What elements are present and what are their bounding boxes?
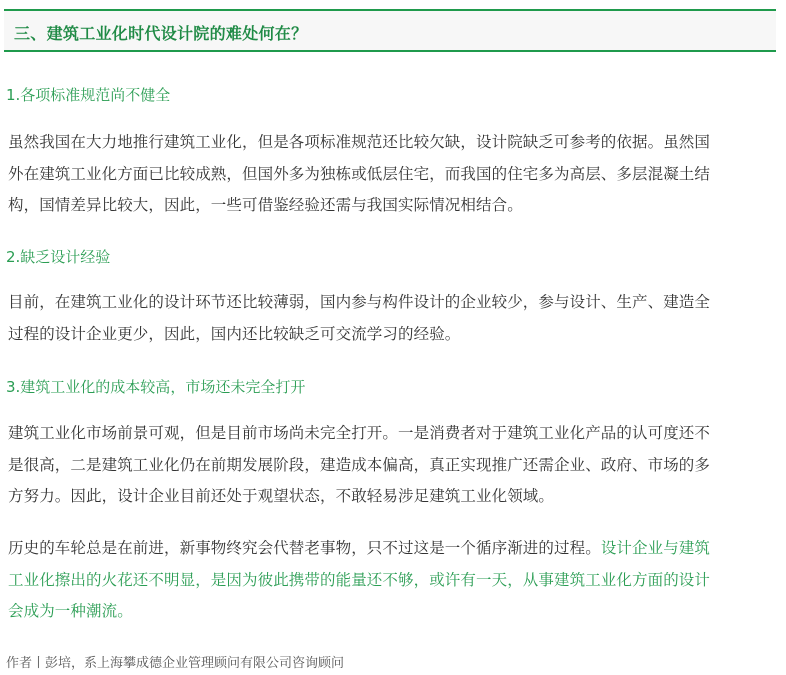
conclusion-line-2: 工业化擦出的火花还不明显，是因为彼此携带的能量还不够，或许有一天，从事建筑工业化方面的设计 xyxy=(8,570,711,589)
subheading-3: 3.建筑工业化的成本较高，市场还未完全打开 xyxy=(6,378,306,396)
paragraph-3-line-1: 建筑工业化市场前景可观，但是目前市场尚未完全打开。一是消费者对于建筑工业化产品的认可度还不 xyxy=(8,424,711,442)
conclusion-plain-text: 历史的车轮总是在前进，新事物终究会代替老事物，只不过这是一个循序渐进的过程。 xyxy=(8,539,601,557)
paragraph-1-line-3: 构，国情差异比较大，因此，一些可借鉴经验还需与我国实际情况相结合。 xyxy=(8,196,523,214)
paragraph-3-line-2: 是很高，二是建筑工业化仍在前期发展阶段，建造成本偏高，真正实现推广还需企业、政府、市场的多 xyxy=(8,455,711,474)
paragraph-1 xyxy=(8,127,780,222)
conclusion-line-1 xyxy=(8,533,780,565)
conclusion-line-3: 会成为一种潮流。 xyxy=(8,602,133,620)
subheading-2: 2.缺乏设计经验 xyxy=(6,248,111,266)
conclusion-paragraph xyxy=(8,533,780,628)
paragraph-1-line-2: 外在建筑工业化方面已比较成熟，但国外多为独栋或低层住宅，而我国的住宅多为高层、多层混凝土结 xyxy=(8,164,711,183)
conclusion-highlight-start: 设计企业与建筑 xyxy=(600,539,711,557)
author-credit: 作者丨彭培，系上海攀成德企业管理顾问有限公司咨询顾问 xyxy=(6,656,345,671)
paragraph-2-line-2: 过程的设计企业更少，因此，国内还比较缺乏可交流学习的经验。 xyxy=(8,324,461,343)
paragraph-2-line-1: 目前，在建筑工业化的设计环节还比较薄弱，国内参与构件设计的企业较少，参与设计、生产、建造全 xyxy=(8,293,711,311)
section-title: 三、建筑工业化时代设计院的难处何在？ xyxy=(14,24,308,43)
section-header xyxy=(4,9,776,52)
paragraph-3 xyxy=(8,418,780,513)
subheading-1: 1.各项标准规范尚不健全 xyxy=(6,86,171,104)
paragraph-1-line-1: 虽然我国在大力地推行建筑工业化，但是各项标准规范还比较欠缺，设计院缺乏可参考的依据。虽然国 xyxy=(8,133,711,151)
paragraph-2 xyxy=(8,287,780,350)
paragraph-3-line-3: 方努力。因此，设计企业目前还处于观望状态，不敢轻易涉足建筑工业化领域。 xyxy=(8,487,555,505)
